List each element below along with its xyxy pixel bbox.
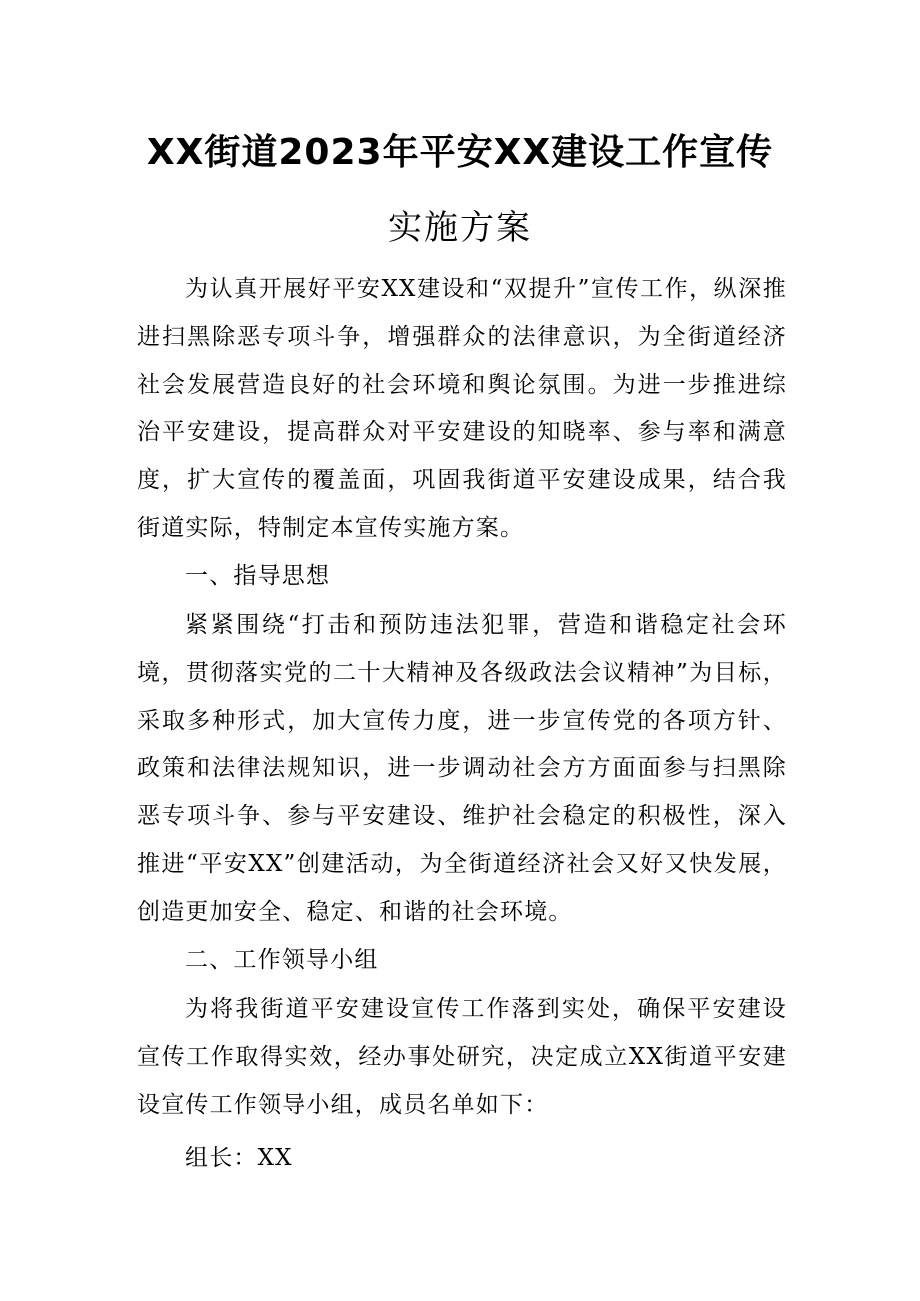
section-1-paragraph: 紧紧围绕“打击和预防违法犯罪，营造和谐稳定社会环境，贯彻落实党的二十大精神及各级政法会议精神”为目标，采取多种形式，加大宣传力度，进一步宣传党的各项方针、政策和法律法规知识，进一步调动社会方方面面参与扫黑除恶专项斗争、参与平安建设、维护社会稳定的积极性，深入推进“平安XX”创建活动，为全街道经济社会又好又快发展，创造更加安全、稳定、和谐的社会环境。 bbox=[137, 612, 787, 925]
section-2-paragraph: 为将我街道平安建设宣传工作落到实处，确保平安建设宣传工作取得实效，经办事处研究，决定成立XX街道平安建设宣传工作领导小组，成员名单如下： bbox=[137, 996, 787, 1118]
document-title-line-1: XX街道2023年平安XX建设工作宣传 bbox=[146, 132, 774, 173]
document-title-line-2: 实施方案 bbox=[388, 208, 532, 248]
section-2-heading: 二、工作领导小组 bbox=[185, 947, 379, 973]
intro-paragraph: 为认真开展好平安XX建设和“双提升”宣传工作，纵深推进扫黑除恶专项斗争，增强群众的法律意识，为全街道经济社会发展营造良好的社会环境和舆论氛围。为进一步推进综治平安建设，提高群众对平安建设的知晓率、参与率和满意度，扩大宣传的覆盖面，巩固我街道平安建设成果，结合我街道实际，特制定本宣传实施方案。 bbox=[137, 276, 787, 541]
section-1-heading: 一、指导思想 bbox=[185, 563, 331, 589]
leader-line: 组长：XX bbox=[185, 1145, 293, 1171]
